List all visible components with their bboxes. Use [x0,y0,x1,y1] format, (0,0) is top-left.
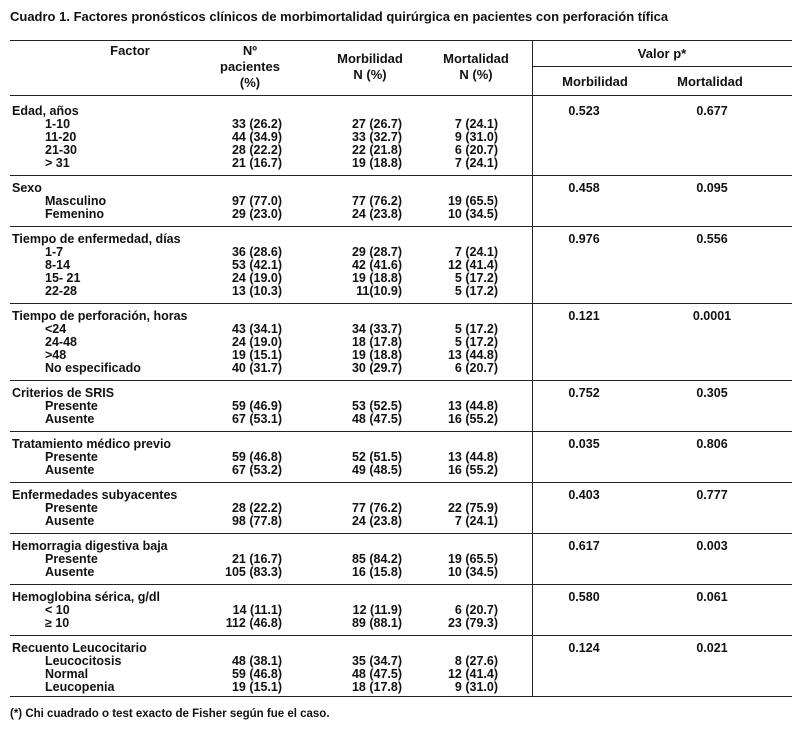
pacientes-value: 36 (28.6) [231,245,282,259]
footnote: (*) Chi cuadrado o test exacto de Fisher según fue el caso. [10,708,330,720]
p-mortalidad-value: 0.061 [696,590,728,604]
p-morbilidad-value: 0.976 [568,232,600,246]
group-name: Enfermedades subyacentes [12,488,178,502]
morbilidad-value: 33 (32.7) [351,130,402,144]
pacientes-value: 28 (22.2) [231,501,282,515]
group-name: Tiempo de enfermedad, días [12,232,181,246]
morbilidad-value: 12 (11.9) [352,603,402,617]
p-morbilidad-value: 0.458 [568,181,600,195]
p-mortalidad-value: 0.677 [696,104,728,118]
p-morbilidad-value: 0.752 [568,386,600,400]
morbilidad-value: 19 (18.8) [351,348,402,362]
table-title: Cuadro 1. Factores pronósticos clínicos de morbimortalidad quirúrgica en pacientes con perforación tífica [10,9,669,24]
mortalidad-value: 16 (55.2) [447,412,498,426]
mortalidad-value: 10 (34.5) [447,565,498,579]
pacientes-value: 28 (22.2) [231,143,282,157]
p-mortalidad-value: 0.003 [696,539,728,553]
group-separator [10,380,792,381]
row-label: > 31 [45,156,70,170]
row-label: 8-14 [45,258,71,272]
pacientes-value: 48 (38.1) [231,654,282,668]
mortalidad-value: 23 (79.3) [447,616,498,630]
mortalidad-value: 9 (31.0) [454,130,498,144]
pacientes-value: 40 (31.7) [231,361,282,375]
pacientes-value: 98 (77.8) [231,514,282,528]
p-mortalidad-value: 0.0001 [692,309,732,323]
p-morbilidad-value: 0.523 [568,104,600,118]
morbilidad-value: 53 (52.5) [351,399,402,413]
p-morbilidad-value: 0.121 [568,309,600,323]
morbilidad-value: 22 (21.8) [351,143,402,157]
group-name: Sexo [12,181,42,195]
pacientes-value: 59 (46.8) [231,450,282,464]
group-separator [10,175,792,176]
header-valor-p: Valor p* [637,46,687,61]
p-mortalidad-value: 0.305 [696,386,728,400]
pacientes-value: 14 (11.1) [232,603,282,617]
morbilidad-value: 42 (41.6) [351,258,402,272]
group-name: Edad, años [12,104,79,118]
row-label: < 10 [45,603,70,617]
table-bottom-rule [10,696,792,697]
row-label: Presente [45,552,98,566]
morbilidad-value: 24 (23.8) [351,207,402,221]
group-name: Tratamiento médico previo [12,437,172,451]
p-morbilidad-value: 0.035 [568,437,600,451]
row-label: 24-48 [45,335,77,349]
row-label: Presente [45,450,98,464]
mortalidad-value: 7 (24.1) [454,117,498,131]
mortalidad-value: 6 (20.7) [454,361,498,375]
mortalidad-value: 13 (44.8) [447,348,498,362]
row-label: ≥ 10 [45,616,70,630]
morbilidad-value: 77 (76.2) [351,194,402,208]
mortalidad-value: 13 (44.8) [447,399,498,413]
morbilidad-value: 35 (34.7) [351,654,402,668]
mortalidad-value: 5 (17.2) [454,271,498,285]
pacientes-value: 24 (19.0) [231,271,282,285]
mortalidad-value: 9 (31.0) [454,680,498,694]
mortalidad-value: 10 (34.5) [447,207,498,221]
pacientes-value: 19 (15.1) [231,348,282,362]
group-separator [10,303,792,304]
p-morbilidad-value: 0.124 [568,641,600,655]
pacientes-value: 21 (16.7) [231,552,282,566]
mortalidad-value: 7 (24.1) [454,514,498,528]
group-separator [10,584,792,585]
table-top-rule [10,40,792,41]
pacientes-value: 105 (83.3) [225,565,282,579]
p-mortalidad-value: 0.806 [696,437,728,451]
header-mortalidad-1: Mortalidad [443,51,509,66]
group-separator [10,635,792,636]
header-pacientes-1: Nº [242,43,258,58]
pacientes-value: 13 (10.3) [231,284,282,298]
row-label: Leucopenia [45,680,115,694]
group-separator [10,226,792,227]
p-mortalidad-value: 0.556 [696,232,728,246]
mortalidad-value: 8 (27.6) [454,654,498,668]
mortalidad-value: 6 (20.7) [454,603,498,617]
row-label: 22-28 [45,284,77,298]
group-name: Tiempo de perforación, horas [12,309,188,323]
pacientes-value: 59 (46.8) [231,667,282,681]
morbilidad-value: 49 (48.5) [351,463,402,477]
mortalidad-value: 6 (20.7) [454,143,498,157]
pacientes-value: 43 (34.1) [231,322,282,336]
p-morbilidad-value: 0.617 [568,539,600,553]
row-label: Presente [45,399,98,413]
row-label: Femenino [45,207,105,221]
morbilidad-value: 11(10.9) [356,284,402,298]
row-label: Ausente [45,565,95,579]
mortalidad-value: 12 (41.4) [447,258,498,272]
p-mortalidad-value: 0.095 [696,181,728,195]
mortalidad-value: 7 (24.1) [454,245,498,259]
pacientes-value: 24 (19.0) [231,335,282,349]
pvalue-sub-rule [532,66,792,67]
pacientes-value: 67 (53.2) [231,463,282,477]
row-label: >48 [45,348,67,362]
pacientes-value: 44 (34.9) [231,130,282,144]
pacientes-value: 59 (46.9) [231,399,282,413]
row-label: Masculino [45,194,107,208]
morbilidad-value: 27 (26.7) [351,117,402,131]
header-morbilidad-2: N (%) [353,67,387,82]
row-label: No especificado [45,361,141,375]
mortalidad-value: 12 (41.4) [447,667,498,681]
pacientes-value: 33 (26.2) [231,117,282,131]
mortalidad-value: 22 (75.9) [447,501,498,515]
header-mortalidad-2: N (%) [459,67,493,82]
p-mortalidad-value: 0.021 [696,641,728,655]
header-pacientes-3: (%) [239,75,261,90]
group-separator [10,482,792,483]
row-label: 11-20 [45,130,77,144]
table-header-rule [10,95,792,96]
group-separator [10,431,792,432]
morbilidad-value: 77 (76.2) [351,501,402,515]
row-label: 21-30 [45,143,77,157]
row-label: Normal [45,667,89,681]
p-mortalidad-value: 0.777 [696,488,728,502]
morbilidad-value: 18 (17.8) [351,680,402,694]
group-name: Criterios de SRIS [12,386,115,400]
group-separator [10,533,792,534]
morbilidad-value: 48 (47.5) [351,667,402,681]
header-factor: Factor [110,43,150,58]
pacientes-value: 53 (42.1) [231,258,282,272]
row-label: 1-7 [45,245,64,259]
row-label: Presente [45,501,98,515]
p-morbilidad-value: 0.580 [568,590,600,604]
morbilidad-value: 30 (29.7) [351,361,402,375]
row-label: <24 [45,322,67,336]
row-label: 1-10 [45,117,71,131]
pacientes-value: 21 (16.7) [231,156,282,170]
pacientes-value: 112 (46.8) [225,616,282,630]
group-name: Hemoglobina sérica, g/dl [12,590,160,604]
row-label: Ausente [45,463,95,477]
morbilidad-value: 85 (84.2) [351,552,402,566]
group-name: Hemorragia digestiva baja [12,539,168,553]
pacientes-value: 29 (23.0) [231,207,282,221]
mortalidad-value: 5 (17.2) [454,284,498,298]
mortalidad-value: 19 (65.5) [447,194,498,208]
morbilidad-value: 19 (18.8) [351,271,402,285]
header-morbilidad-1: Morbilidad [337,51,403,66]
mortalidad-value: 16 (55.2) [447,463,498,477]
pacientes-value: 97 (77.0) [231,194,282,208]
morbilidad-value: 34 (33.7) [351,322,402,336]
row-label: 15- 21 [45,271,81,285]
morbilidad-value: 29 (28.7) [351,245,402,259]
header-pacientes-2: pacientes [220,59,280,74]
row-label: Ausente [45,514,95,528]
mortalidad-value: 13 (44.8) [447,450,498,464]
morbilidad-value: 19 (18.8) [351,156,402,170]
pvalue-divider [532,40,533,696]
morbilidad-value: 52 (51.5) [351,450,402,464]
mortalidad-value: 7 (24.1) [454,156,498,170]
header-p-morbilidad: Morbilidad [562,74,628,89]
pacientes-value: 19 (15.1) [231,680,282,694]
pacientes-value: 67 (53.1) [231,412,282,426]
p-morbilidad-value: 0.403 [568,488,600,502]
row-label: Leucocitosis [45,654,122,668]
row-label: Ausente [45,412,95,426]
mortalidad-value: 19 (65.5) [447,552,498,566]
morbilidad-value: 89 (88.1) [351,616,402,630]
header-p-mortalidad: Mortalidad [677,74,743,89]
mortalidad-value: 5 (17.2) [454,322,498,336]
group-name: Recuento Leucocitario [12,641,147,655]
morbilidad-value: 48 (47.5) [351,412,402,426]
morbilidad-value: 16 (15.8) [351,565,402,579]
morbilidad-value: 24 (23.8) [351,514,402,528]
morbilidad-value: 18 (17.8) [351,335,402,349]
mortalidad-value: 5 (17.2) [454,335,498,349]
